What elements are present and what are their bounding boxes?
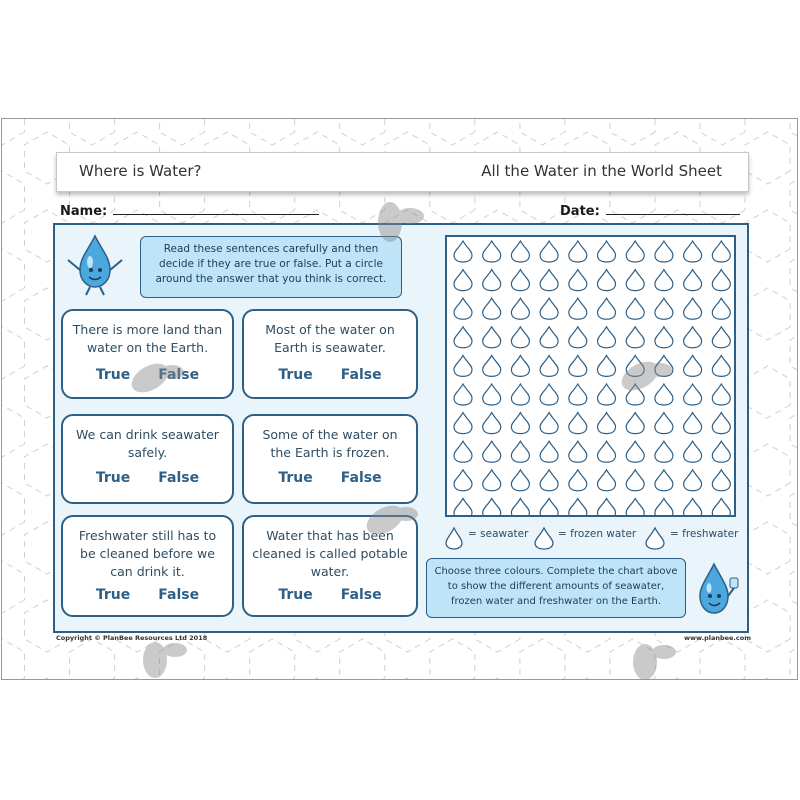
grid-drop[interactable] xyxy=(569,498,587,515)
grid-drop[interactable] xyxy=(626,241,644,262)
grid-drop[interactable] xyxy=(712,241,730,262)
background-hex xyxy=(2,119,25,145)
grid-drop[interactable] xyxy=(684,298,702,319)
background-hex xyxy=(520,639,565,680)
grid-drop[interactable] xyxy=(454,241,472,262)
true-option[interactable]: True xyxy=(95,367,131,383)
background-hex xyxy=(745,132,790,184)
grid-drop[interactable] xyxy=(684,355,702,376)
grid-drop[interactable] xyxy=(684,470,702,491)
grid-drop[interactable] xyxy=(511,441,529,462)
grid-drop[interactable] xyxy=(712,298,730,319)
background-hex xyxy=(70,119,115,145)
instruction-text: Read these sentences carefully and then decide if they are true or false. Put a circle around the answer that you think is correct. xyxy=(155,243,387,285)
background-hex xyxy=(340,119,385,145)
background-hex xyxy=(565,678,610,680)
background-hex xyxy=(610,119,655,145)
copyright-text: Copyright © PlanBee Resources Ltd 2018 xyxy=(56,634,208,642)
water-drop-grid xyxy=(447,237,734,515)
grid-drop[interactable] xyxy=(569,384,587,405)
freshwater-drop-icon xyxy=(644,526,666,550)
grid-drop[interactable] xyxy=(454,270,472,291)
true-option[interactable]: True xyxy=(95,587,131,603)
grid-drop[interactable] xyxy=(483,241,501,262)
task-bubble xyxy=(426,558,686,618)
grid-drop[interactable] xyxy=(511,241,529,262)
grid-drop[interactable] xyxy=(626,384,644,405)
background-hex xyxy=(790,327,798,379)
background-hex xyxy=(790,119,798,145)
background-hex xyxy=(2,327,25,379)
grid-drop[interactable] xyxy=(511,327,529,348)
grid-drop[interactable] xyxy=(569,441,587,462)
background-hex xyxy=(790,405,798,457)
background-hex xyxy=(790,483,798,535)
background-hex xyxy=(745,600,790,652)
background-hex xyxy=(610,639,655,680)
grid-drop[interactable] xyxy=(483,498,501,515)
grid-drop[interactable] xyxy=(569,241,587,262)
grid-drop[interactable] xyxy=(511,413,529,434)
background-hex xyxy=(2,405,25,457)
statement-card-3 xyxy=(61,414,234,504)
grid-drop[interactable] xyxy=(483,441,501,462)
background-hex xyxy=(160,119,205,145)
grid-drop[interactable] xyxy=(511,498,529,515)
false-option[interactable]: False xyxy=(340,470,382,486)
background-hex xyxy=(430,119,475,145)
grid-drop[interactable] xyxy=(483,413,501,434)
grid-drop[interactable] xyxy=(598,327,616,348)
date-field[interactable] xyxy=(560,204,740,219)
background-hex xyxy=(790,171,798,223)
grid-drop[interactable] xyxy=(598,498,616,515)
background-hex xyxy=(745,444,790,496)
grid-drop[interactable] xyxy=(598,413,616,434)
grid-drop[interactable] xyxy=(454,384,472,405)
grid-drop[interactable] xyxy=(712,413,730,434)
grid-drop[interactable] xyxy=(540,384,558,405)
grid-drop[interactable] xyxy=(483,384,501,405)
legend-freshwater: = freshwater xyxy=(670,528,739,540)
grid-drop[interactable] xyxy=(598,384,616,405)
grid-drop[interactable] xyxy=(540,413,558,434)
background-hex xyxy=(790,639,798,680)
background-hex xyxy=(745,678,790,680)
grid-drop[interactable] xyxy=(540,470,558,491)
grid-drop[interactable] xyxy=(598,298,616,319)
grid-drop[interactable] xyxy=(454,413,472,434)
grid-drop[interactable] xyxy=(655,441,673,462)
grid-drop[interactable] xyxy=(626,298,644,319)
grid-drop[interactable] xyxy=(626,470,644,491)
true-option[interactable]: True xyxy=(95,470,131,486)
card-statement: Some of the water on the Earth is frozen. xyxy=(262,427,398,460)
grid-drop[interactable] xyxy=(540,327,558,348)
background-hex xyxy=(340,639,385,680)
background-hex xyxy=(295,678,340,680)
grid-drop[interactable] xyxy=(540,441,558,462)
background-hex xyxy=(745,288,790,340)
statement-card-4 xyxy=(242,414,418,504)
grid-drop[interactable] xyxy=(626,413,644,434)
grid-drop[interactable] xyxy=(511,470,529,491)
card-statement: Most of the water on Earth is seawater. xyxy=(265,322,395,355)
grid-drop[interactable] xyxy=(483,470,501,491)
grid-drop[interactable] xyxy=(569,355,587,376)
grid-drop[interactable] xyxy=(569,270,587,291)
grid-drop[interactable] xyxy=(454,298,472,319)
grid-drop[interactable] xyxy=(684,498,702,515)
grid-drop[interactable] xyxy=(712,441,730,462)
name-field[interactable] xyxy=(60,204,319,219)
grid-drop[interactable] xyxy=(483,355,501,376)
grid-drop[interactable] xyxy=(483,270,501,291)
grid-drop[interactable] xyxy=(626,270,644,291)
grid-drop[interactable] xyxy=(511,270,529,291)
instruction-bubble xyxy=(140,236,402,298)
grid-drop[interactable] xyxy=(684,384,702,405)
background-hex xyxy=(745,210,790,262)
grid-drop[interactable] xyxy=(655,498,673,515)
seawater-drop-icon xyxy=(444,526,464,550)
grid-drop[interactable] xyxy=(712,327,730,348)
background-hex xyxy=(385,678,430,680)
background-hex xyxy=(475,678,520,680)
grid-drop[interactable] xyxy=(655,384,673,405)
legend-frozen-water: = frozen water xyxy=(558,528,637,540)
true-option[interactable]: True xyxy=(278,587,313,603)
grid-drop[interactable] xyxy=(598,355,616,376)
water-drop-thumbs-up-icon xyxy=(690,560,744,620)
legend-seawater: = seawater xyxy=(468,528,529,540)
grid-drop[interactable] xyxy=(569,327,587,348)
grid-drop[interactable] xyxy=(655,270,673,291)
title-banner xyxy=(56,152,749,192)
grid-drop[interactable] xyxy=(655,241,673,262)
grid-drop[interactable] xyxy=(712,470,730,491)
grid-drop[interactable] xyxy=(540,498,558,515)
background-hex xyxy=(205,678,250,680)
grid-drop[interactable] xyxy=(483,327,501,348)
card-statement: Freshwater still has to be cleaned before we can drink it. xyxy=(78,528,217,579)
true-option[interactable]: True xyxy=(278,367,313,383)
grid-drop[interactable] xyxy=(569,413,587,434)
background-hex xyxy=(25,678,70,680)
background-hex xyxy=(745,522,790,574)
card-statement: We can drink seawater safely. xyxy=(76,427,219,460)
grid-drop[interactable] xyxy=(684,441,702,462)
water-drop-mascot-icon xyxy=(60,232,130,296)
false-option[interactable]: False xyxy=(158,470,200,486)
grid-drop[interactable] xyxy=(626,327,644,348)
statement-card-1 xyxy=(61,309,234,399)
background-hex xyxy=(520,119,565,145)
false-option[interactable]: False xyxy=(158,587,200,603)
background-hex xyxy=(70,639,115,680)
grid-drop[interactable] xyxy=(540,270,558,291)
background-hex xyxy=(2,639,25,680)
false-option[interactable]: False xyxy=(340,587,382,603)
grid-drop[interactable] xyxy=(684,327,702,348)
grid-drop[interactable] xyxy=(598,241,616,262)
background-hex xyxy=(2,483,25,535)
grid-drop[interactable] xyxy=(655,355,673,376)
card-statement: Water that has been cleaned is called potable water. xyxy=(252,528,408,579)
grid-drop[interactable] xyxy=(511,355,529,376)
grid-drop[interactable] xyxy=(626,441,644,462)
background-hex xyxy=(655,678,700,680)
grid-drop[interactable] xyxy=(454,441,472,462)
grid-drop[interactable] xyxy=(598,441,616,462)
background-hex xyxy=(790,561,798,613)
grid-drop[interactable] xyxy=(684,413,702,434)
grid-drop[interactable] xyxy=(511,384,529,405)
grid-drop[interactable] xyxy=(540,298,558,319)
grid-drop[interactable] xyxy=(655,413,673,434)
statement-card-2 xyxy=(242,309,418,399)
background-hex xyxy=(250,119,295,145)
grid-drop[interactable] xyxy=(454,498,472,515)
grid-drop[interactable] xyxy=(712,270,730,291)
grid-drop[interactable] xyxy=(540,241,558,262)
statement-card-6 xyxy=(242,515,418,617)
statement-card-5 xyxy=(61,515,234,617)
background-hex xyxy=(745,366,790,418)
true-option[interactable]: True xyxy=(278,470,313,486)
date-label: Date: xyxy=(560,204,600,219)
grid-drop[interactable] xyxy=(454,470,472,491)
grid-drop[interactable] xyxy=(454,355,472,376)
grid-drop[interactable] xyxy=(511,298,529,319)
background-hex xyxy=(250,639,295,680)
grid-drop[interactable] xyxy=(655,327,673,348)
grid-drop[interactable] xyxy=(684,270,702,291)
background-hex xyxy=(115,678,160,680)
background-hex xyxy=(430,639,475,680)
grid-drop[interactable] xyxy=(684,241,702,262)
background-hex xyxy=(700,639,745,680)
sheet-title: All the Water in the World Sheet xyxy=(481,162,722,180)
frozen-water-drop-icon xyxy=(533,526,555,550)
grid-drop[interactable] xyxy=(712,355,730,376)
grid-drop[interactable] xyxy=(540,355,558,376)
background-hex xyxy=(2,171,25,223)
background-hex xyxy=(700,119,745,145)
water-drop-chart xyxy=(445,235,736,517)
grid-drop[interactable] xyxy=(598,270,616,291)
website-link[interactable]: www.planbee.com xyxy=(684,634,751,642)
grid-drop[interactable] xyxy=(626,498,644,515)
grid-drop[interactable] xyxy=(569,298,587,319)
grid-drop[interactable] xyxy=(569,470,587,491)
sheet-topic: Where is Water? xyxy=(79,162,202,180)
grid-drop[interactable] xyxy=(712,384,730,405)
false-option[interactable]: False xyxy=(158,367,200,383)
background-hex xyxy=(160,639,205,680)
grid-drop[interactable] xyxy=(712,498,730,515)
background-hex xyxy=(2,249,25,301)
false-option[interactable]: False xyxy=(340,367,382,383)
card-statement: There is more land than water on the Earth. xyxy=(72,322,223,355)
background-hex xyxy=(790,249,798,301)
grid-drop[interactable] xyxy=(655,470,673,491)
grid-drop[interactable] xyxy=(454,327,472,348)
grid-drop[interactable] xyxy=(598,470,616,491)
name-label: Name: xyxy=(60,204,108,219)
grid-drop[interactable] xyxy=(626,355,644,376)
grid-drop[interactable] xyxy=(655,298,673,319)
grid-drop[interactable] xyxy=(483,298,501,319)
background-hex xyxy=(2,561,25,613)
task-text: Choose three colours. Complete the chart above to show the different amounts of seawater, frozen water and freshwater on the Earth. xyxy=(434,566,678,607)
